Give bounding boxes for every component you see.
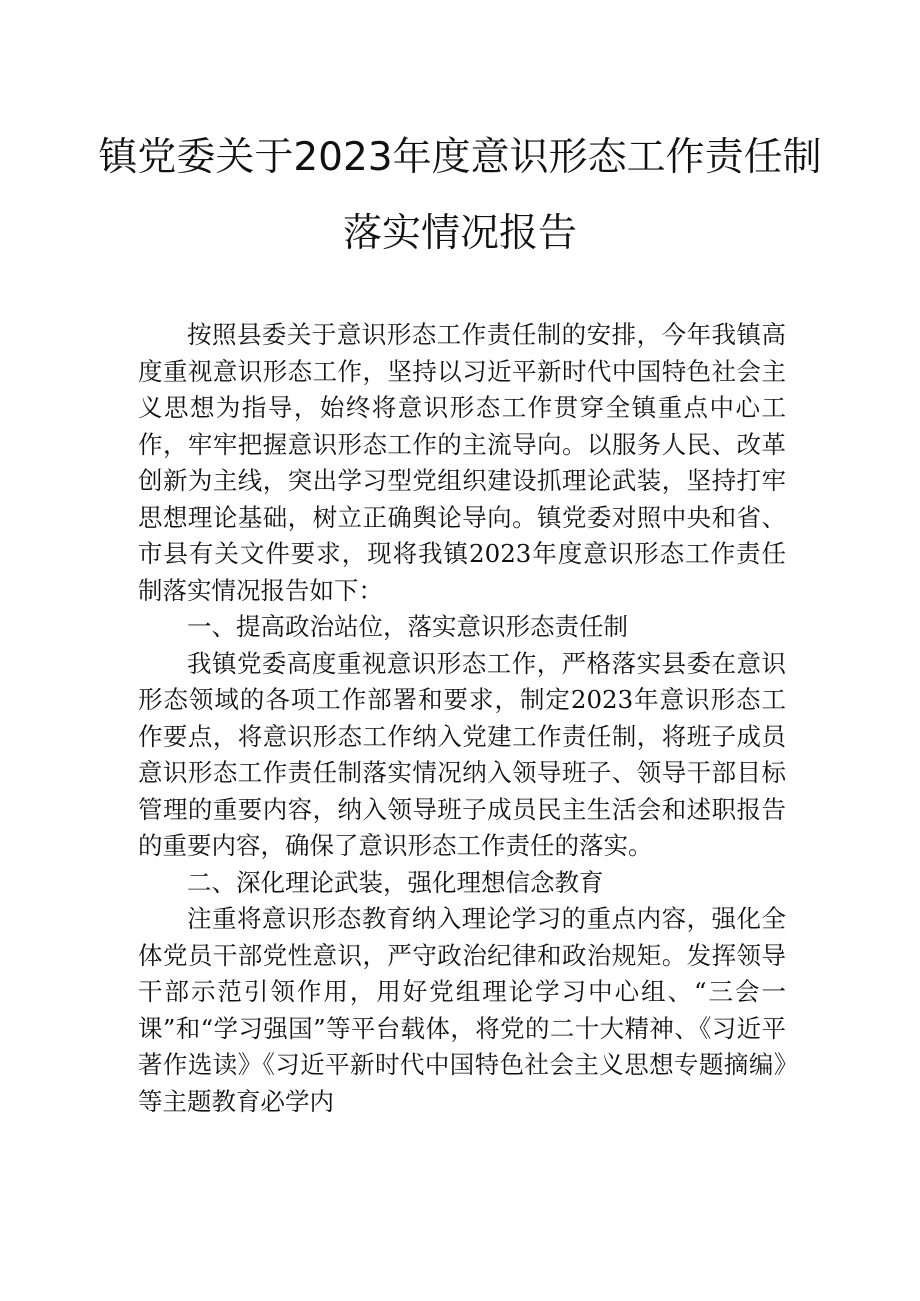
section-1-paragraph: 我镇党委高度重视意识形态工作，严格落实县委在意识形态领域的各项工作部署和要求，制定2023年意识形态工作要点，将意识形态工作纳入党建工作责任制，将班子成员意识形态工作责任制落实情况纳入领导班子、领导干部目标管理的重要内容，纳入领导班子成员民主生活会和述职报告的重要内容，确保了意识形态工作责任的落实。 bbox=[138, 648, 786, 860]
document-body bbox=[138, 317, 786, 1120]
section-heading-2: 二、深化理论武装，强化理想信念教育 bbox=[187, 867, 604, 897]
document-title-line-2: 落实情况报告 bbox=[342, 211, 577, 256]
intro-paragraph: 按照县委关于意识形态工作责任制的安排，今年我镇高度重视意识形态工作，坚持以习近平新时代中国特色社会主义思想为指导，始终将意识形态工作贯穿全镇重点中心工作，牢牢把握意识形态工作的主流导向。以服务人民、改革创新为主线，突出学习型党组织建设抓理论武装，坚持打牢思想理论基础，树立正确舆论导向。镇党委对照中央和省、市县有关文件要求，现将我镇2023年度意识形态工作责任制落实情况报告如下： bbox=[138, 320, 786, 605]
section-heading-1: 一、提高政治站位，落实意识形态责任制 bbox=[187, 612, 628, 641]
section-2-paragraph: 注重将意识形态教育纳入理论学习的重点内容，强化全体党员干部党性意识，严守政治纪律和政治规矩。发挥领导干部示范引领作用，用好党组理论学习中心组、“三会一课”和“学习强国”等平台载体，将党的二十大精神、《习近平著作选读》《习近平新时代中国特色社会主义思想专题摘编》等主题教育必学内 bbox=[138, 904, 786, 1116]
document-title-line-1: 镇党委关于2023年度意识形态工作责任制 bbox=[98, 135, 822, 180]
